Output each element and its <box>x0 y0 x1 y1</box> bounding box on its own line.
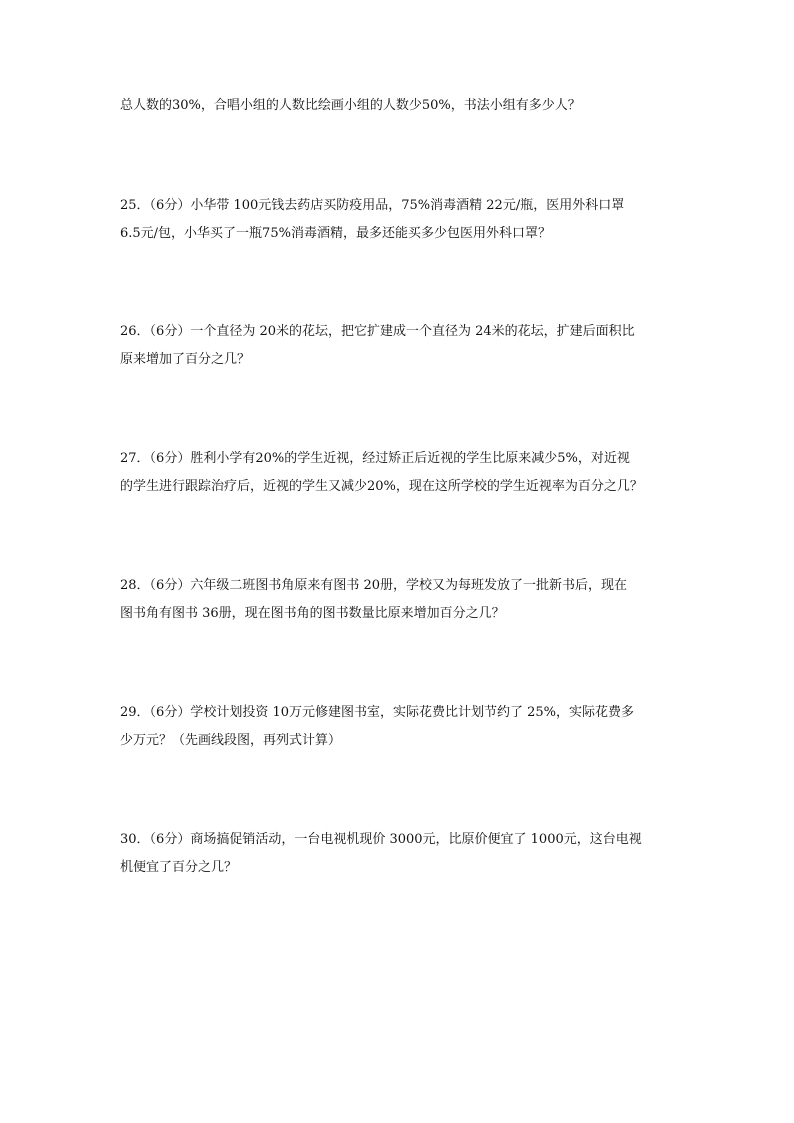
problem-30-line-1: 30．（6分）商场搞促销活动，一台电视机现价 3000元，比原价便宜了 1000元，这台电视 <box>120 832 642 847</box>
problem-26-line-2: 原来增加了百分之几？ <box>120 352 251 367</box>
problem-27-line-1: 27．（6分）胜利小学有20%的学生近视，经过矫正后近视的学生比原来减少5%，对近视 <box>120 451 630 466</box>
problem-29-line-2: 少万元？（先画线段图，再列式计算） <box>120 733 342 748</box>
problem-28-line-2: 图书角有图书 36册，现在图书角的图书数量比原来增加百分之几？ <box>120 606 505 621</box>
problem-30-line-2: 机便宜了百分之几？ <box>120 860 238 875</box>
problem-29-line-1: 29．（6分）学校计划投资 10万元修建图书室，实际花费比计划节约了 25%，实际花费多 <box>120 705 635 720</box>
problem-28-line-1: 28．（6分）六年级二班图书角原来有图书 20册，学校又为每班发放了一批新书后，现在 <box>120 578 627 593</box>
problem-25-line-2: 6.5元/包，小华买了一瓶75%消毒酒精，最多还能买多少包医用外科口罩？ <box>120 226 551 241</box>
problem-25-line-1: 25．（6分）小华带 100元钱去药店买防疫用品，75%消毒酒精 22元/瓶，医用外科口罩 <box>120 198 625 213</box>
problem-26-line-1: 26．（6分）一个直径为 20米的花坛，把它扩建成一个直径为 24米的花坛，扩建后面积比 <box>120 324 635 339</box>
problem-24-line-2: 总人数的30%，合唱小组的人数比绘画小组的人数少50%，书法小组有多少人？ <box>120 98 581 113</box>
problem-27-line-2: 的学生进行跟踪治疗后，近视的学生又减少20%，现在这所学校的学生近视率为百分之几？ <box>120 479 643 494</box>
